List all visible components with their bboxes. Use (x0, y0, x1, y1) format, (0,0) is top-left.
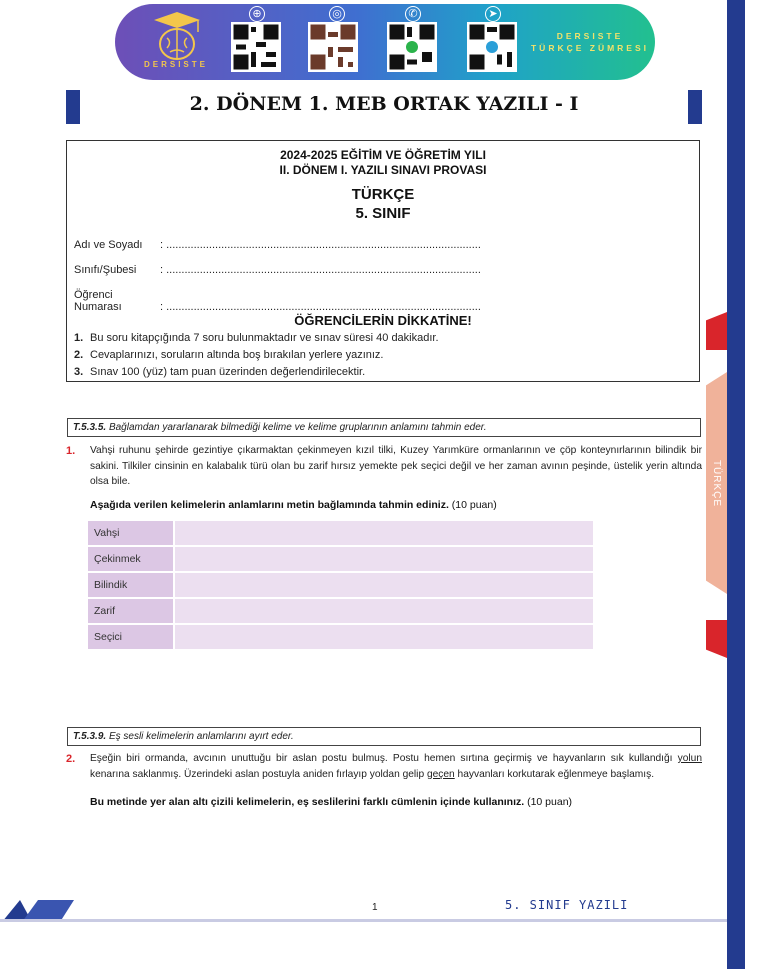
right-accent-bar (727, 0, 745, 969)
rule-item (74, 332, 439, 344)
vocab-row (88, 521, 593, 545)
rule-number: 2. (74, 349, 84, 361)
class-field[interactable] (74, 264, 481, 276)
brand-right-line2: TÜRKÇE ZÜMRESI (530, 43, 650, 53)
footer-line (0, 919, 727, 922)
vocab-word: Bilindik (88, 573, 173, 597)
name-field-blank: : ....................................................................................................... (160, 239, 481, 251)
objective-box-q1 (67, 418, 701, 437)
qr-code-whatsapp[interactable] (387, 22, 437, 72)
vocab-answer-cell[interactable] (175, 573, 593, 597)
vocab-row (88, 599, 593, 623)
exam-name-heading: II. DÖNEM I. YAZILI SINAVI PROVASI (279, 163, 487, 177)
side-subject-tab-label: TÜRKÇE (711, 459, 722, 507)
page-title: 2. DÖNEM 1. MEB ORTAK YAZILI - I (189, 93, 579, 115)
vocab-word: Vahşi (88, 521, 173, 545)
name-field[interactable] (74, 239, 481, 251)
objective-box-q2 (67, 727, 701, 746)
qr-code-instagram[interactable] (308, 22, 358, 72)
brand-name-left: DERSISTE (143, 60, 208, 69)
vocab-row (88, 547, 593, 571)
vocab-answer-cell[interactable] (175, 599, 593, 623)
vocab-word: Çekinmek (88, 547, 173, 571)
objective-code: T.5.3.9. (73, 731, 107, 742)
rule-number: 3. (74, 366, 84, 378)
rule-item (74, 349, 383, 361)
globe-icon: ⊕ (249, 6, 265, 22)
question-number-1: 1. (66, 445, 76, 457)
vocab-row (88, 625, 593, 649)
rule-number: 1. (74, 332, 84, 344)
rule-text: Cevaplarınızı, soruların altında boş bırakılan yerlere yazınız. (90, 349, 384, 361)
name-field-label: Adı ve Soyadı (74, 239, 143, 251)
student-number-label: Öğrenci Numarası (74, 289, 122, 313)
question-instruction-1 (90, 499, 497, 511)
vocab-row (88, 573, 593, 597)
vocab-word: Zarif (88, 599, 173, 623)
telegram-icon: ➤ (485, 6, 501, 22)
class-field-blank: : ....................................................................................................... (160, 264, 481, 276)
vocab-answer-cell[interactable] (175, 625, 593, 649)
red-decor-tab-bottom (706, 620, 727, 658)
instruction-text: Aşağıda verilen kelimelerin anlamlarını metin bağlamında tahmin ediniz. (90, 499, 449, 511)
qr-code-telegram[interactable] (467, 22, 517, 72)
question-text-1: Vahşi ruhunu şehirde gezintiye çıkarmaktan çekinmeyen kızıl tilki, Kuzey Yarımküre ormanlarının ve çöp konteynırlarının bilindik bir sakini. Tilkiler cinsinin en kalabalık türü olan bu zarif hırsız yemekte pek seçici değil ve her zaman avının peşinde, üstelik yerin altında olsa bile. (90, 445, 702, 487)
objective-text: Eş sesli kelimelerin anlamlarını ayırt eder. (108, 731, 294, 742)
student-number-blank: : ....................................................................................................... (160, 301, 481, 313)
vocab-answer-cell[interactable] (175, 521, 593, 545)
subject-heading: TÜRKÇE (351, 186, 415, 203)
question-text-2: Eşeğin biri ormanda, avcının unuttuğu bir aslan postu bulmuş. Postu hemen sırtına geçirmiş ve hayvanların sık kullandığı yolun kenarına saklanmış. Üzerindeki aslan postuyla aniden fırlayıp yoldan gelip geçen hayvanları korkutarak eğlenmeye başlamış. (90, 753, 702, 780)
instruction-text: Bu metinde yer alan altı çizili kelimelerin, eş seslilerini farklı cümlenin içinde kullanınız. (90, 796, 525, 808)
question-points: (10 puan) (451, 499, 497, 511)
question-instruction-2 (90, 796, 572, 808)
footer-label: 5. SINIF YAZILI (505, 898, 629, 912)
class-field-label: Sınıfı/Şubesi (74, 264, 137, 276)
page-number: 1 (372, 902, 378, 913)
attention-title: ÖĞRENCİLERİN DİKKATİNE! (294, 313, 472, 328)
vocab-word: Seçici (88, 625, 173, 649)
question-number-2: 2. (66, 753, 76, 765)
rule-text: Bu soru kitapçığında 7 soru bulunmaktadır ve sınav süresi 40 dakikadır. (90, 332, 439, 344)
underlined-word-yolun: yolun (677, 753, 702, 764)
whatsapp-icon: ✆ (405, 6, 421, 22)
rule-item (74, 366, 365, 378)
brand-right-line1: DERSISTE (556, 31, 624, 41)
vocab-answer-cell[interactable] (175, 547, 593, 571)
vocabulary-table (88, 521, 593, 651)
underlined-word-gecen: geçen (426, 768, 455, 780)
brand-name-right (528, 30, 652, 54)
student-number-field[interactable] (74, 289, 481, 313)
academic-year-heading: 2024-2025 EĞİTİM VE ÖĞRETİM YILI (280, 148, 486, 162)
question-points: (10 puan) (527, 796, 573, 808)
rule-text: Sınav 100 (yüz) tam puan üzerinden değerlendirilecektir. (90, 366, 366, 378)
red-decor-tab-top (706, 312, 727, 350)
objective-code: T.5.3.5. (73, 422, 107, 433)
grade-heading: 5. SINIF (355, 205, 411, 222)
qr-code-website[interactable] (231, 22, 281, 72)
title-accent-left (66, 90, 80, 124)
title-accent-right (688, 90, 702, 124)
instagram-icon: ◎ (329, 6, 345, 22)
objective-text: Bağlamdan yararlanarak bilmediği kelime ve kelime gruplarının anlamını tahmin eder. (108, 422, 487, 433)
